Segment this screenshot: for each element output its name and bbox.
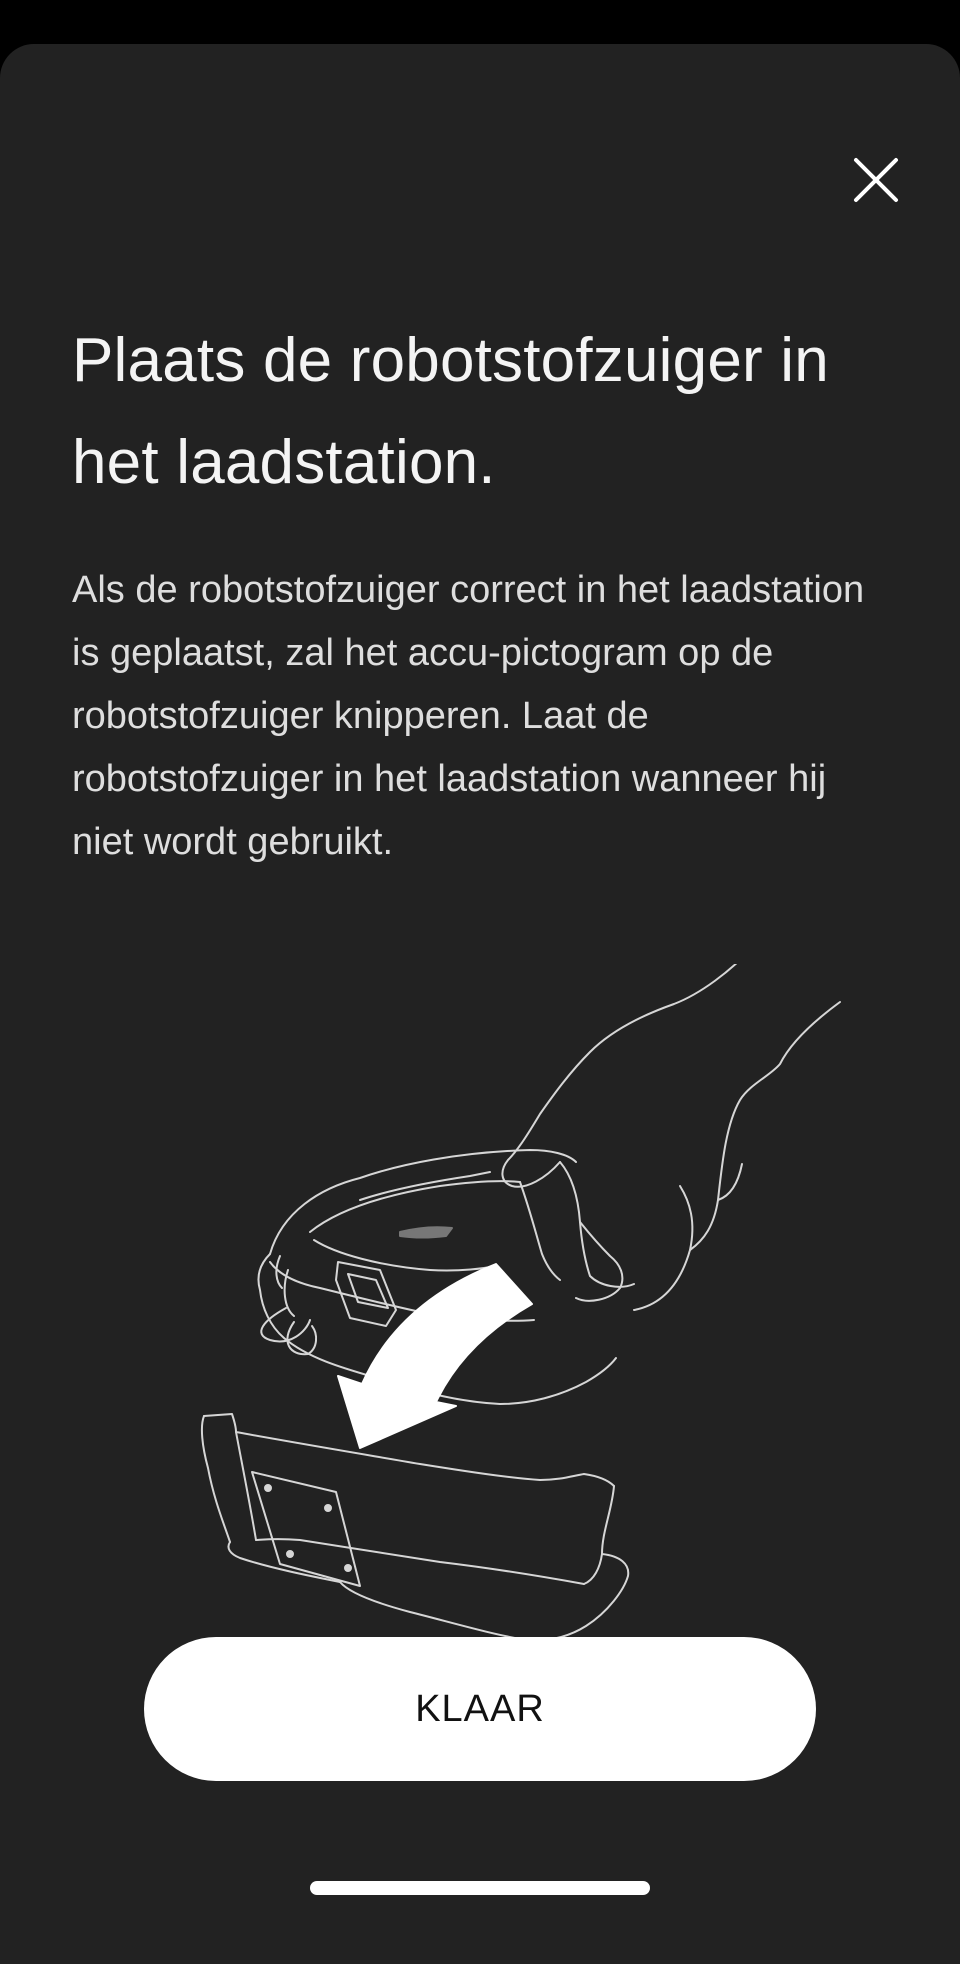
page-title: Plaats de robotstofzuiger in het laadstation. bbox=[72, 326, 829, 497]
instruction-text: Als de robotstofzuiger correct in het laadstation is geplaatst, zal het accu-pictogram op de robotstofzuiger knipperen. Laat de robotstofzuiger in het laadstation wanneer hij niet wordt gebruikt. bbox=[72, 569, 865, 863]
close-button[interactable] bbox=[846, 150, 906, 210]
robot-vacuum-docking-illustration bbox=[190, 964, 870, 1644]
close-icon bbox=[846, 150, 906, 210]
done-button[interactable]: KLAAR bbox=[144, 1637, 816, 1781]
home-indicator[interactable] bbox=[310, 1881, 650, 1895]
dialog-sheet bbox=[0, 44, 960, 1964]
